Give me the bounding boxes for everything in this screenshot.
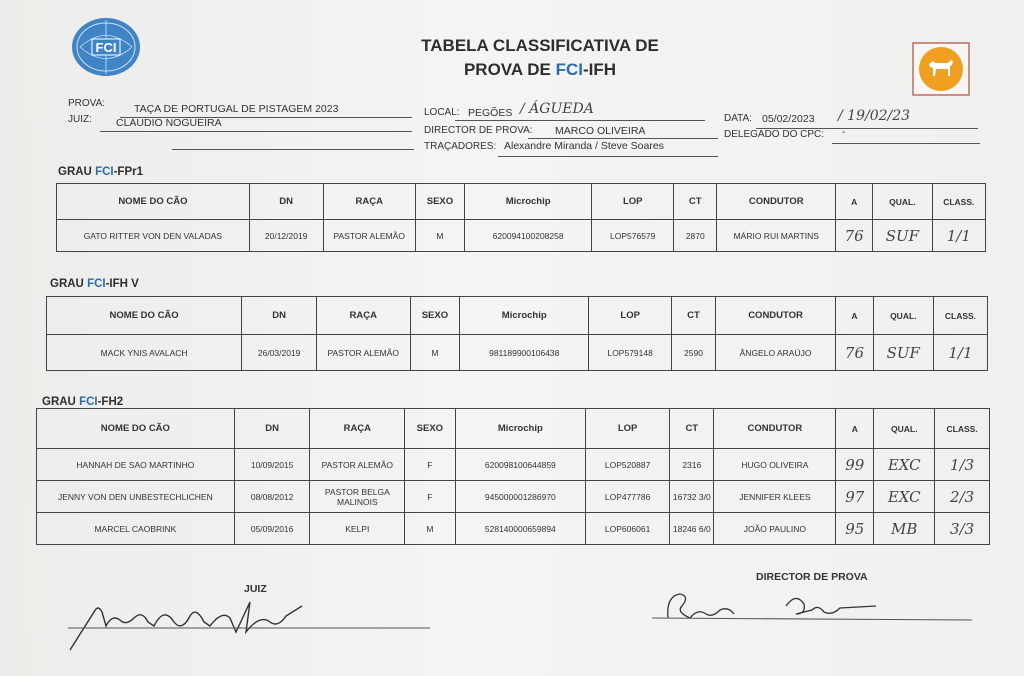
sex-cell: M: [415, 220, 464, 252]
dog-name-cell: MARCEL CAOBRINK: [37, 513, 235, 545]
microchip-cell: 945000001286970: [455, 481, 585, 513]
director-signature: [646, 584, 976, 630]
breed-cell: PASTOR ALEMÃO: [323, 220, 415, 252]
prova-label: PROVA:: [68, 98, 106, 109]
data-label: DATA:: [724, 113, 752, 124]
microchip-cell: 528140000659894: [455, 513, 585, 545]
classification-cell: 1/1: [932, 220, 985, 252]
sex-cell: M: [405, 513, 455, 545]
handler-cell: ÂNGELO ARAÚJO: [715, 335, 835, 371]
breed-cell: PASTOR ALEMÃO: [310, 449, 405, 481]
classification-cell: 1/1: [933, 335, 987, 371]
table-header-row: [57, 184, 986, 220]
juiz-signature-label: JUIZ: [244, 583, 267, 595]
column-header: RAÇA: [310, 409, 405, 449]
column-header: DN: [242, 297, 317, 335]
local-handwritten: / ÁGUEDA: [520, 101, 594, 117]
dn-cell: 08/08/2012: [234, 481, 310, 513]
column-header: NOME DO CÃO: [37, 409, 235, 449]
svg-text:FCI: FCI: [95, 40, 117, 55]
column-header: CONDUTOR: [714, 409, 836, 449]
grau-heading: GRAU FCI-FH2: [42, 396, 124, 408]
juiz-signature: [64, 592, 434, 654]
column-header: SEXO: [405, 409, 455, 449]
ct-cell: 2870: [674, 220, 717, 252]
table-row: [47, 335, 988, 371]
juiz-label: JUIZ:: [68, 114, 92, 125]
grau-heading: GRAU FCI-FPr1: [58, 166, 143, 178]
local-label: LOCAL:: [424, 107, 460, 118]
column-header: NOME DO CÃO: [57, 184, 250, 220]
table-row: [37, 513, 990, 545]
column-header: CLASS.: [933, 297, 987, 335]
juiz-value: CLÁUDIO NOGUEIRA: [116, 117, 222, 129]
breed-cell: PASTOR ALEMÃO: [317, 335, 410, 371]
lop-cell: LOP579148: [589, 335, 672, 371]
tracadores-label: TRAÇADORES:: [424, 141, 497, 152]
column-header: SEXO: [415, 184, 464, 220]
column-header: SEXO: [410, 297, 460, 335]
prova-value: TAÇA DE PORTUGAL DE PISTAGEM 2023: [134, 103, 339, 115]
classification-cell: 2/3: [935, 481, 990, 513]
local-underline: [455, 120, 705, 121]
score-cell: 97: [836, 481, 874, 513]
column-header: QUAL.: [873, 184, 932, 220]
dog-name-cell: JENNY VON DEN UNBESTECHLICHEN: [37, 481, 235, 513]
breed-cell: KELPI: [310, 513, 405, 545]
table-row: [37, 449, 990, 481]
dn-cell: 05/09/2016: [234, 513, 310, 545]
qualification-cell: EXC: [874, 449, 935, 481]
handler-cell: MÁRIO RUI MARTINS: [717, 220, 836, 252]
column-header: QUAL.: [873, 297, 933, 335]
tracadores-underline: [498, 156, 718, 157]
sex-cell: M: [410, 335, 460, 371]
microchip-cell: 620094100208258: [465, 220, 592, 252]
handler-cell: HUGO OLIVEIRA: [714, 449, 836, 481]
dog-name-cell: MACK YNIS AVALACH: [47, 335, 242, 371]
table-header-row: [37, 409, 990, 449]
microchip-cell: 981189900106438: [460, 335, 589, 371]
title-line-1: TABELA CLASSIFICATIVA DE: [421, 36, 659, 55]
column-header: A: [836, 297, 873, 335]
column-header: CONDUTOR: [717, 184, 836, 220]
title-line-2: PROVA DE FCI-IFH: [463, 60, 617, 79]
qualification-cell: MB: [874, 513, 935, 545]
page-title: [380, 34, 700, 82]
delegado-underline: [832, 143, 980, 144]
juiz-underline: [100, 131, 412, 132]
ct-cell: 2316: [670, 449, 714, 481]
column-header: Microchip: [455, 409, 585, 449]
score-cell: 76: [836, 220, 873, 252]
lop-cell: LOP606061: [586, 513, 670, 545]
ct-cell: 2590: [672, 335, 716, 371]
data-value: 05/02/2023: [762, 113, 815, 125]
director-signature-label: DIRECTOR DE PROVA: [756, 571, 868, 583]
classification-cell: 3/3: [935, 513, 990, 545]
results-table: [56, 183, 986, 252]
ct-cell: 16732 3/0: [670, 481, 714, 513]
microchip-cell: 620098100644859: [455, 449, 585, 481]
dn-cell: 10/09/2015: [234, 449, 310, 481]
column-header: CT: [670, 409, 714, 449]
ct-cell: 18246 6/0: [670, 513, 714, 545]
qualification-cell: SUF: [873, 335, 933, 371]
column-header: RAÇA: [323, 184, 415, 220]
column-header: CT: [674, 184, 717, 220]
blank-underline: [172, 149, 414, 150]
data-handwritten: / 19/02/23: [838, 108, 911, 124]
dog-logo-icon: [912, 42, 970, 96]
column-header: A: [836, 409, 874, 449]
lop-cell: LOP477786: [586, 481, 670, 513]
handler-cell: JENNIFER KLEES: [714, 481, 836, 513]
director-label: DIRECTOR DE PROVA:: [424, 125, 533, 136]
qualification-cell: EXC: [874, 481, 935, 513]
lop-cell: LOP576579: [592, 220, 674, 252]
local-value: PEGÕES: [468, 107, 513, 119]
score-cell: 95: [836, 513, 874, 545]
dn-cell: 26/03/2019: [242, 335, 317, 371]
column-header: DN: [249, 184, 323, 220]
dog-name-cell: GATO RITTER VON DEN VALADAS: [57, 220, 250, 252]
column-header: CLASS.: [935, 409, 990, 449]
sex-cell: F: [405, 449, 455, 481]
column-header: RAÇA: [317, 297, 410, 335]
table-header-row: [47, 297, 988, 335]
grau-heading: GRAU FCI-IFH V: [50, 278, 139, 290]
director-underline: [528, 138, 718, 139]
classification-cell: 1/3: [935, 449, 990, 481]
column-header: DN: [234, 409, 310, 449]
column-header: QUAL.: [874, 409, 935, 449]
qualification-cell: SUF: [873, 220, 932, 252]
sex-cell: F: [405, 481, 455, 513]
dog-name-cell: HANNAH DE SAO MARTINHO: [37, 449, 235, 481]
column-header: LOP: [589, 297, 672, 335]
breed-cell: PASTOR BELGA MALINOIS: [310, 481, 405, 513]
column-header: LOP: [592, 184, 674, 220]
table-row: [37, 481, 990, 513]
column-header: CT: [672, 297, 716, 335]
column-header: CLASS.: [932, 184, 985, 220]
score-cell: 76: [836, 335, 873, 371]
delegado-value: -: [842, 126, 846, 138]
column-header: NOME DO CÃO: [47, 297, 242, 335]
results-table: [36, 408, 990, 545]
table-row: [57, 220, 986, 252]
handler-cell: JOÃO PAULINO: [714, 513, 836, 545]
results-table: [46, 296, 988, 371]
column-header: CONDUTOR: [715, 297, 835, 335]
delegado-label: DELEGADO DO CPC:: [724, 129, 825, 140]
tracadores-value: Alexandre Miranda / Steve Soares: [504, 140, 664, 152]
column-header: A: [836, 184, 873, 220]
column-header: LOP: [586, 409, 670, 449]
column-header: Microchip: [460, 297, 589, 335]
fci-logo: [70, 16, 142, 78]
dn-cell: 20/12/2019: [249, 220, 323, 252]
column-header: Microchip: [465, 184, 592, 220]
director-value: MARCO OLIVEIRA: [555, 125, 646, 137]
score-cell: 99: [836, 449, 874, 481]
lop-cell: LOP520887: [586, 449, 670, 481]
